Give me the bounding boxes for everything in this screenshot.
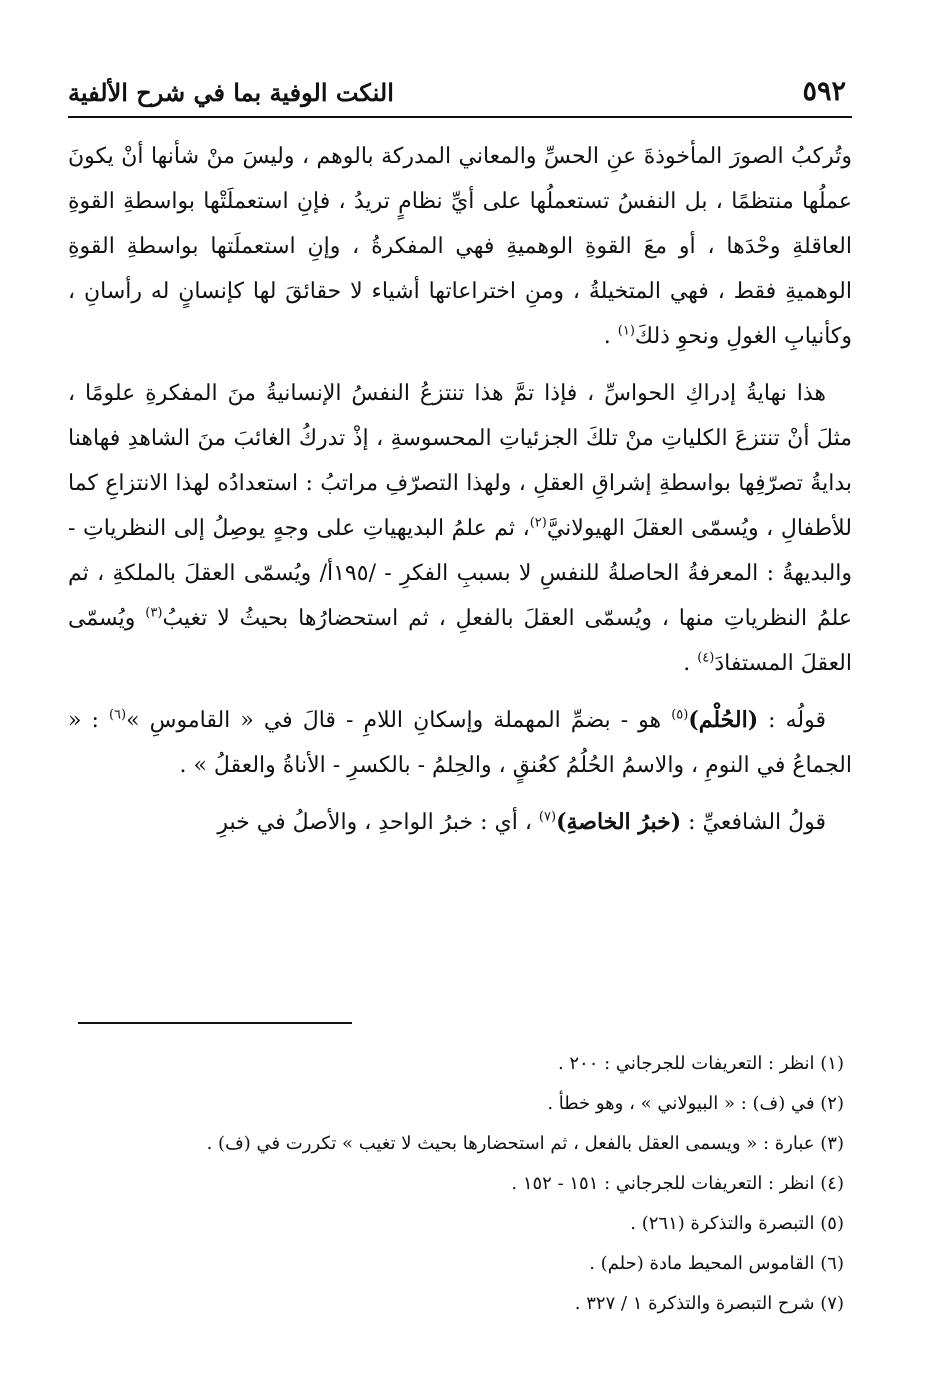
footnote-separator <box>78 1022 352 1024</box>
paragraph-2-part-c: ويُسمّى العقلَ المستفادَ <box>68 606 852 676</box>
footnote-ref-1: (١) <box>617 323 635 339</box>
footnote-ref-2: (٢) <box>529 515 547 531</box>
paragraph-1 <box>68 134 852 359</box>
footnote-ref-6: (٦) <box>108 707 127 723</box>
term-khabar-al-khassa: (خبرُ الخاصةِ) <box>556 809 682 835</box>
footnote-ref-5: (٥) <box>671 707 689 723</box>
paragraph-3 <box>68 698 852 788</box>
paragraph-4-part-b: ، أي : خبرُ الواحدِ ، والأصلُ في خبرِ <box>217 810 539 835</box>
footnote-3: (٣) عبارة : « ويسمى العقل بالفعل ، ثم استحضارها بحيث لا تغيب » تكررت في (ف) . <box>206 1133 844 1154</box>
paragraph-2-part-a: هذا نهايةُ إدراكِ الحواسِّ ، فإذا تمَّ هذا تنتزعُ النفسُ الإنسانيةُ منَ المفكرةِ علومًا ، مثلَ أنْ تنتزعَ الكلياتِ منْ تلكَ الجزئياتِ المحسوسةِ ، إذْ تدركُ الغائبَ منَ الشاهدِ فهاهنا بدايةُ تصرّفِها بواسطةِ إشراقِ العقلِ ، ولهذا التصرّفِ مراتبُ : استعدادُه لهذا الانتزاعِ كما للأطفالِ ، ويُسمّى العقلَ الهيولانيَّ <box>68 381 852 541</box>
term-hulm: (الحُلْم) <box>688 707 759 733</box>
paragraph-1-end: . <box>603 324 618 349</box>
paragraph-2-part-b: ، ثم علمُ البديهياتِ على وجهٍ يوصِلُ إلى النظرياتِ - والبديهةُ : المعرفةُ الحاصلةُ للنفسِ لا بسببِ الفكرِ - /١٩٥أ/ ويُسمّى العقلَ بالملكةِ ، ثم علمُ النظرياتِ منها ، ويُسمّى العقلَ بالفعلِ ، ثم استحضارُها بحيثُ لا تغيبُ <box>68 516 853 631</box>
footnote-7: (٧) شرح التبصرة والتذكرة ١ / ٣٢٧ . <box>574 1293 844 1314</box>
footnote-6: (٦) القاموس المحيط مادة (حلم) . <box>589 1253 844 1274</box>
page-header <box>68 70 852 118</box>
footnote-ref-4: (٤) <box>697 650 715 666</box>
footnote-5: (٥) التبصرة والتذكرة (٢٦١) . <box>630 1213 844 1234</box>
paragraph-3-part-c: : « الجماعُ في النومِ ، والاسمُ الحُلُمُ كعُنقٍ ، والحِلمُ - بالكسرِ - الأناةُ والعقلُ » . <box>68 708 852 778</box>
main-text <box>68 134 852 845</box>
footnote-ref-7: (٧) <box>538 809 557 825</box>
paragraph-4 <box>68 800 852 845</box>
paragraph-4-part-a: قولُ الشافعيِّ : <box>681 810 826 835</box>
paragraph-1-text: وتُركبُ الصورَ المأخوذةَ عنِ الحسِّ والمعاني المدركة بالوهم ، وليسَ منْ شأنها أنْ يكونَ عملُها منتظمًا ، بل النفسُ تستعملُها على أيِّ نظامٍ تريدُ ، فإنِ استعملَتْها بواسطةِ القوةِ العاقلةِ وحْدَها ، أو معَ القوةِ الوهميةِ فهي المفكرةُ ، وإنِ استعملَتها بواسطةِ القوةِ الوهميةِ فقط ، فهي المتخيلةُ ، ومنِ اختراعاتها أشياء لا حقائقَ لها كإنسانٍ له رأسانِ ، وكأنيابِ الغولِ ونحوِ ذلكَ <box>68 144 852 349</box>
running-title: النكت الوفية بما في شرح الألفية <box>68 78 394 107</box>
footnote-ref-3: (٣) <box>145 605 163 621</box>
paragraph-2 <box>68 371 852 686</box>
page-number: ٥٩٢ <box>802 76 846 107</box>
paragraph-2-end: . <box>683 651 698 676</box>
footnote-1: (١) انظر : التعريفات للجرجاني : ٢٠٠ . <box>557 1053 844 1074</box>
paragraph-3-part-a: قولُه : <box>758 708 826 733</box>
book-page <box>68 70 852 1370</box>
footnote-2: (٢) في (ف) : « البيولاني » ، وهو خطأ . <box>547 1093 844 1114</box>
footnotes <box>68 1044 844 1324</box>
paragraph-3-part-b: هو - بضمِّ المهملة وإسكانِ اللامِ - قالَ في « القاموسِ » <box>126 708 672 733</box>
footnote-4: (٤) انظر : التعريفات للجرجاني : ١٥١ - ١٥٢ . <box>511 1173 844 1194</box>
